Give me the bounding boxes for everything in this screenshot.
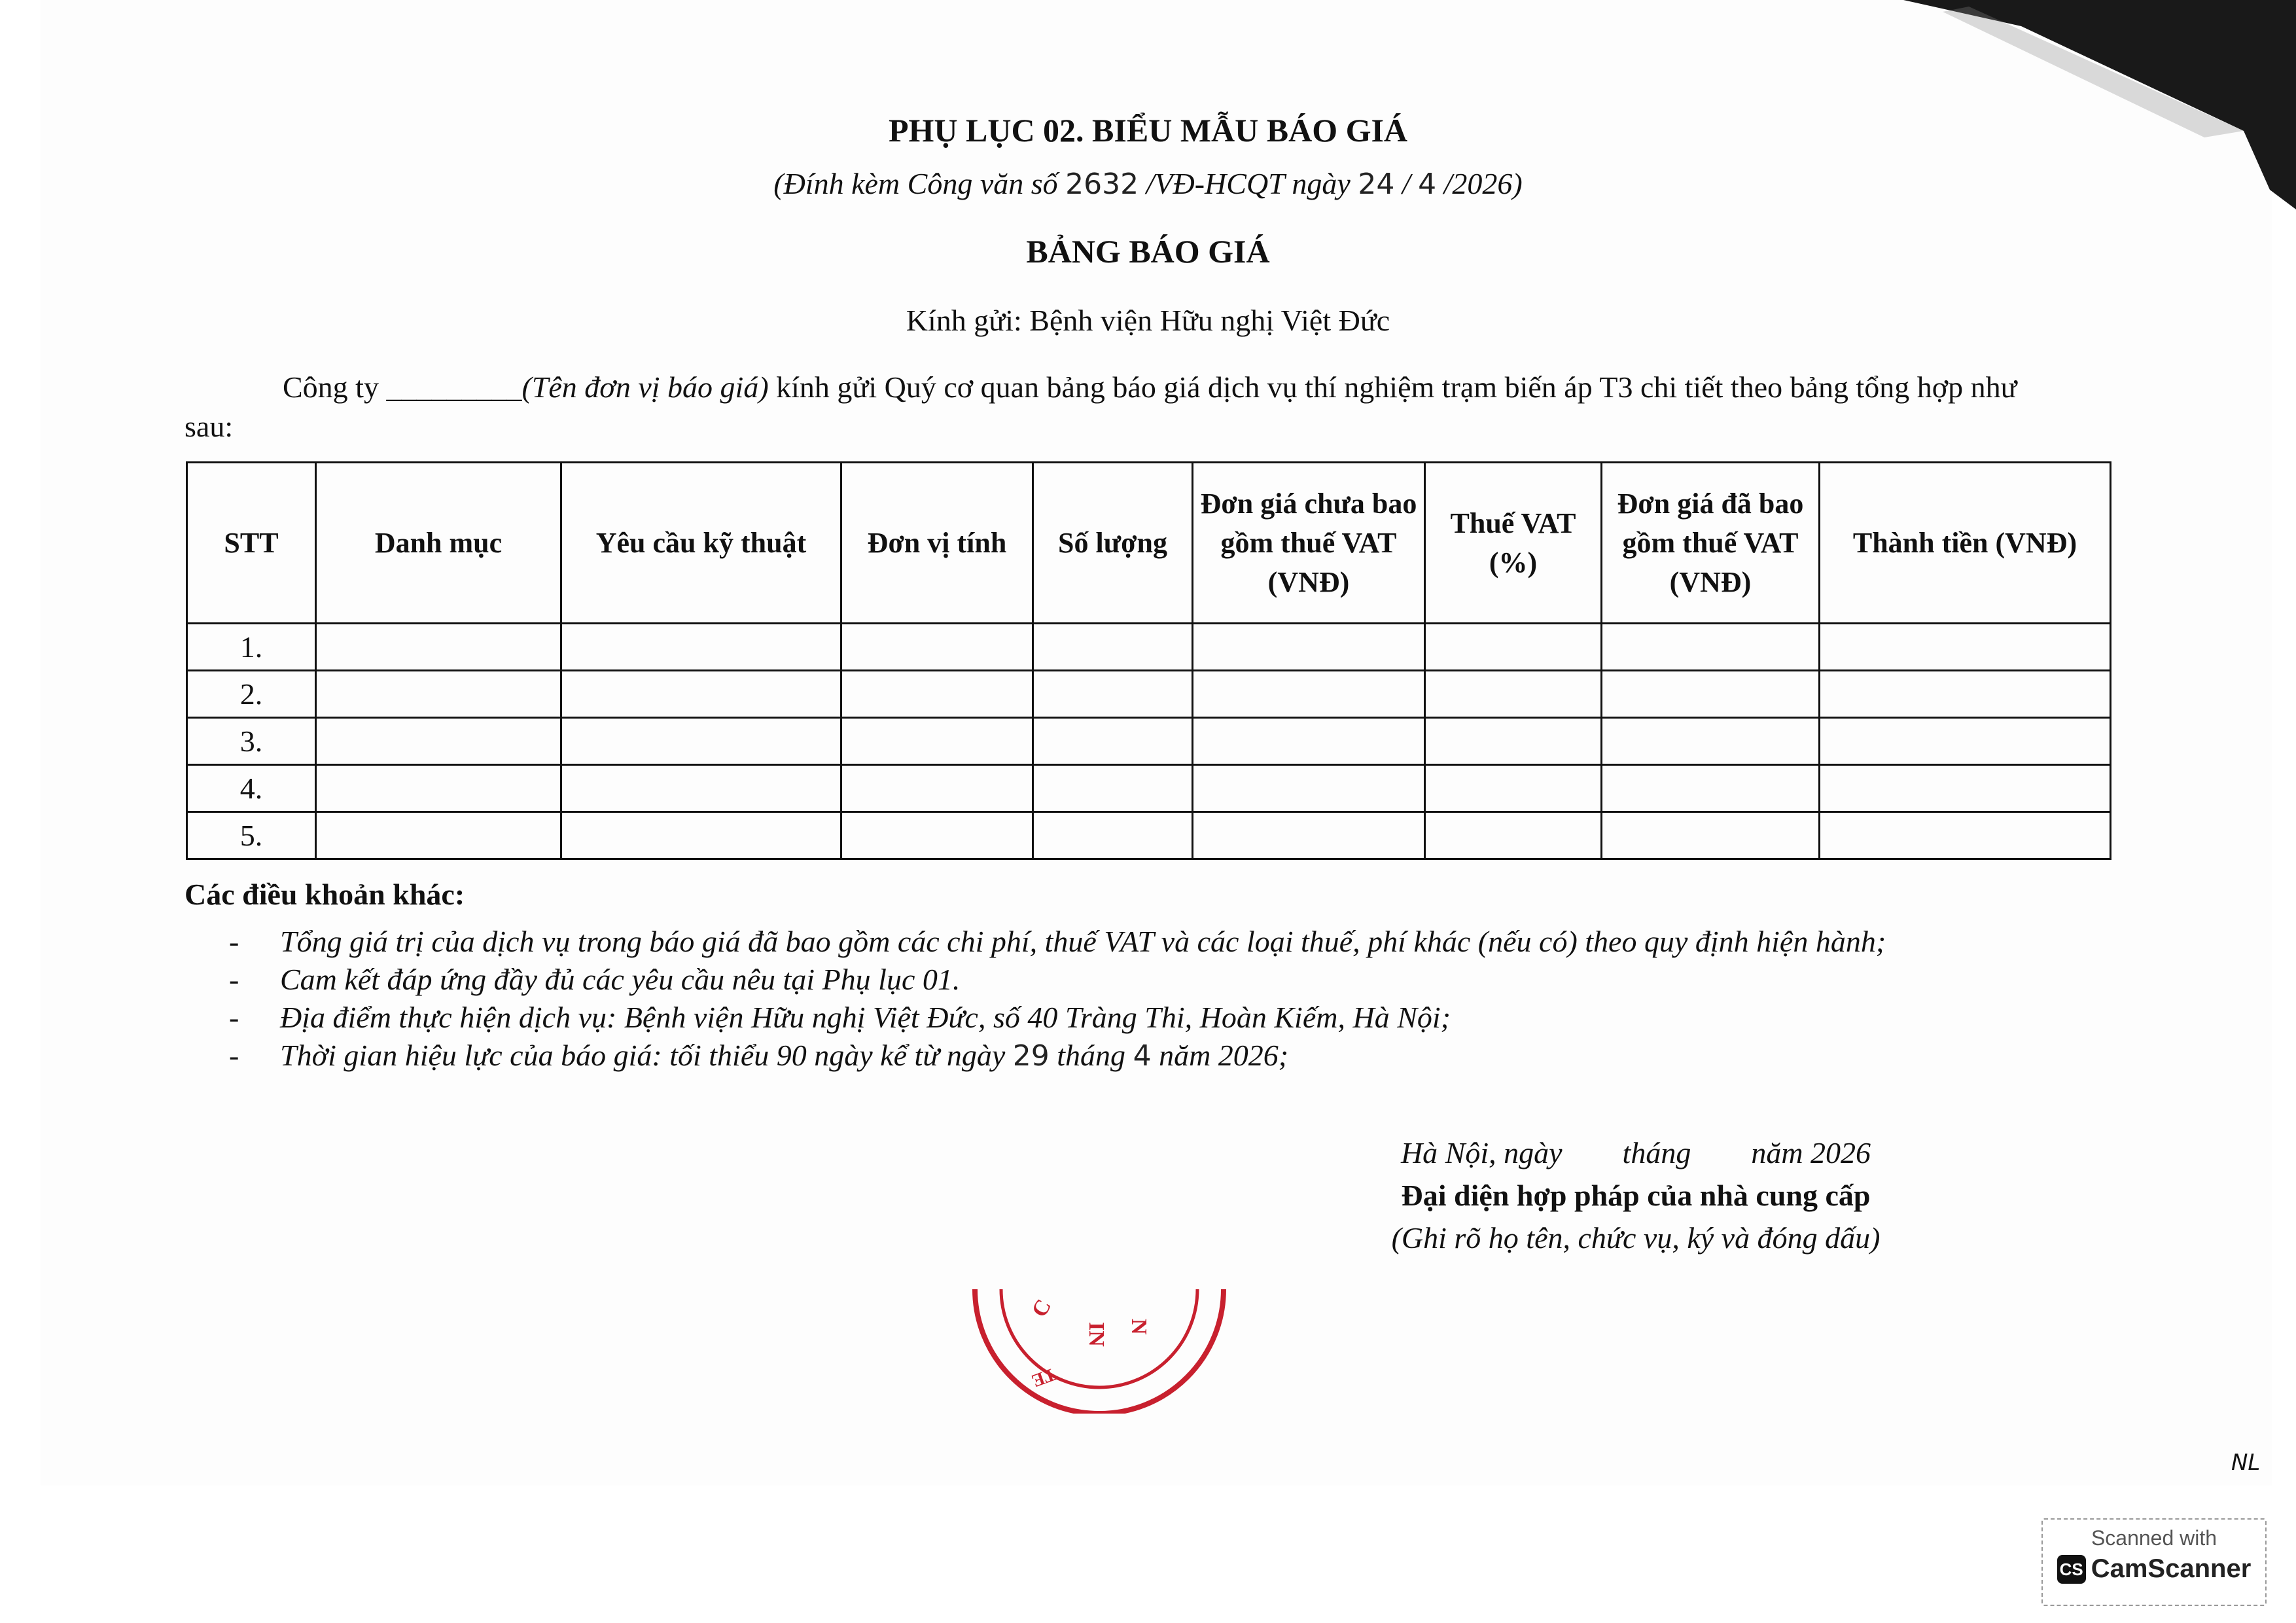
- quote-table-title: BẢNG BÁO GIÁ: [1026, 233, 1270, 270]
- table-cell: [841, 812, 1033, 859]
- list-item: - Cam kết đáp ứng đầy đủ các yêu cầu nêu tại Phụ lục 01.: [229, 963, 961, 996]
- table-cell: [1193, 624, 1425, 671]
- terms-title: Các điều khoản khác:: [185, 878, 465, 911]
- table-cell: [1033, 812, 1193, 859]
- handwritten-validity-day: 29: [1012, 1039, 1050, 1073]
- table-row: [187, 812, 2111, 859]
- table-cell: [1602, 765, 1820, 812]
- handwritten-day: 24: [1358, 168, 1395, 201]
- col-header-unit-price-incl-vat: Đơn giá đã bao gồm thuế VAT (VNĐ): [1602, 463, 1820, 624]
- table-cell: [316, 765, 561, 812]
- table-cell: [841, 718, 1033, 765]
- col-header-unit-price-excl-vat: Đơn giá chưa bao gồm thuế VAT (VNĐ): [1193, 463, 1425, 624]
- table-cell: [1820, 812, 2111, 859]
- appendix-title: PHỤ LỤC 02. BIỂU MẪU BÁO GIÁ: [888, 112, 1408, 149]
- table-cell: [561, 718, 841, 765]
- svg-text:TE: TE: [1029, 1363, 1059, 1391]
- svg-text:IN: IN: [1084, 1322, 1108, 1347]
- svg-text:C: C: [1027, 1295, 1057, 1321]
- table-cell: [1820, 765, 2111, 812]
- handwritten-validity-month: 4: [1133, 1039, 1152, 1073]
- table-row: [187, 718, 2111, 765]
- table-row: [187, 671, 2111, 718]
- table-cell: [841, 765, 1033, 812]
- table-cell: [1602, 718, 1820, 765]
- camscanner-watermark: [2041, 1518, 2267, 1606]
- row-number: 2.: [187, 671, 316, 718]
- quote-table: [186, 461, 2111, 860]
- table-cell: [1602, 812, 1820, 859]
- list-item: - Tổng giá trị của dịch vụ trong báo giá đã bao gồm các chi phí, thuế VAT và các loại thuế, phí khác (nếu có) theo quy định hiện hành;: [229, 925, 1886, 958]
- handwritten-initials: NL: [2231, 1450, 2261, 1476]
- table-cell: [1193, 718, 1425, 765]
- col-header-vat-rate: Thuế VAT (%): [1425, 463, 1602, 624]
- watermark-brand: CamScanner: [2091, 1554, 2252, 1583]
- table-cell: [1820, 671, 2111, 718]
- row-number: 3.: [187, 718, 316, 765]
- table-row: [187, 624, 2111, 671]
- intro-paragraph: Công ty _________(Tên đơn vị báo giá) kính gửi Quý cơ quan bảng báo giá dịch vụ thí nghiệm trạm biến áp T3 chi tiết theo bảng tổng hợp như sau:: [185, 370, 2017, 443]
- table-cell: [316, 624, 561, 671]
- col-header-technical-requirements: Yêu cầu kỹ thuật: [561, 463, 841, 624]
- table-cell: [561, 765, 841, 812]
- col-header-total: Thành tiền (VNĐ): [1820, 463, 2111, 624]
- appendix-subtitle: (Đính kèm Công văn số 2632 /VĐ-HCQT ngày 24 / 4 /2026): [773, 167, 1523, 201]
- col-header-unit: Đơn vị tính: [841, 463, 1033, 624]
- table-cell: [1193, 671, 1425, 718]
- company-name-blank: _________: [386, 370, 522, 404]
- signature-representative: Đại diện hợp pháp của nhà cung cấp: [1401, 1179, 1871, 1212]
- list-item: - Địa điểm thực hiện dịch vụ: Bệnh viện Hữu nghị Việt Đức, số 40 Tràng Thi, Hoàn Kiếm, Hà Nội;: [229, 1001, 1451, 1034]
- table-cell: [1602, 624, 1820, 671]
- table-cell: [1425, 671, 1602, 718]
- table-row: [187, 765, 2111, 812]
- table-cell: [1033, 718, 1193, 765]
- table-cell: [1425, 718, 1602, 765]
- table-cell: [561, 671, 841, 718]
- table-cell: [1820, 718, 2111, 765]
- watermark-caption: Scanned with: [2091, 1526, 2217, 1550]
- handwritten-doc-number: 2632: [1065, 168, 1139, 201]
- table-cell: [841, 671, 1033, 718]
- terms-list: [229, 923, 2061, 1075]
- svg-text:N: N: [1127, 1319, 1151, 1335]
- handwritten-month: 4: [1418, 168, 1437, 201]
- table-cell: [1425, 812, 1602, 859]
- table-cell: [316, 812, 561, 859]
- table-cell: [316, 671, 561, 718]
- list-item: - Thời gian hiệu lực của báo giá: tối thiểu 90 ngày kể từ ngày 29 tháng 4 năm 2026;: [229, 1039, 1289, 1073]
- signature-note: (Ghi rõ họ tên, chức vụ, ký và đóng dấu): [1391, 1221, 1881, 1255]
- table-cell: [1033, 765, 1193, 812]
- table-cell: [561, 812, 841, 859]
- recipient-line: Kính gửi: Bệnh viện Hữu nghị Việt Đức: [906, 304, 1390, 337]
- table-cell: [1193, 765, 1425, 812]
- col-header-stt: STT: [187, 463, 316, 624]
- row-number: 1.: [187, 624, 316, 671]
- table-header-row: [187, 463, 2111, 624]
- table-cell: [1425, 624, 1602, 671]
- table-cell: [1193, 812, 1425, 859]
- table-cell: [1033, 671, 1193, 718]
- table-cell: [316, 718, 561, 765]
- table-cell: [1602, 671, 1820, 718]
- camscanner-logo-icon: CS: [2057, 1555, 2086, 1584]
- table-cell: [1033, 624, 1193, 671]
- table-cell: [1820, 624, 2111, 671]
- table-cell: [561, 624, 841, 671]
- col-header-category: Danh mục: [316, 463, 561, 624]
- table-cell: [841, 624, 1033, 671]
- table-cell: [1425, 765, 1602, 812]
- red-stamp-seal: [962, 1283, 1237, 1414]
- col-header-quantity: Số lượng: [1033, 463, 1193, 624]
- row-number: 4.: [187, 765, 316, 812]
- row-number: 5.: [187, 812, 316, 859]
- signature-date-line: Hà Nội, ngày tháng năm 2026: [1400, 1136, 1871, 1169]
